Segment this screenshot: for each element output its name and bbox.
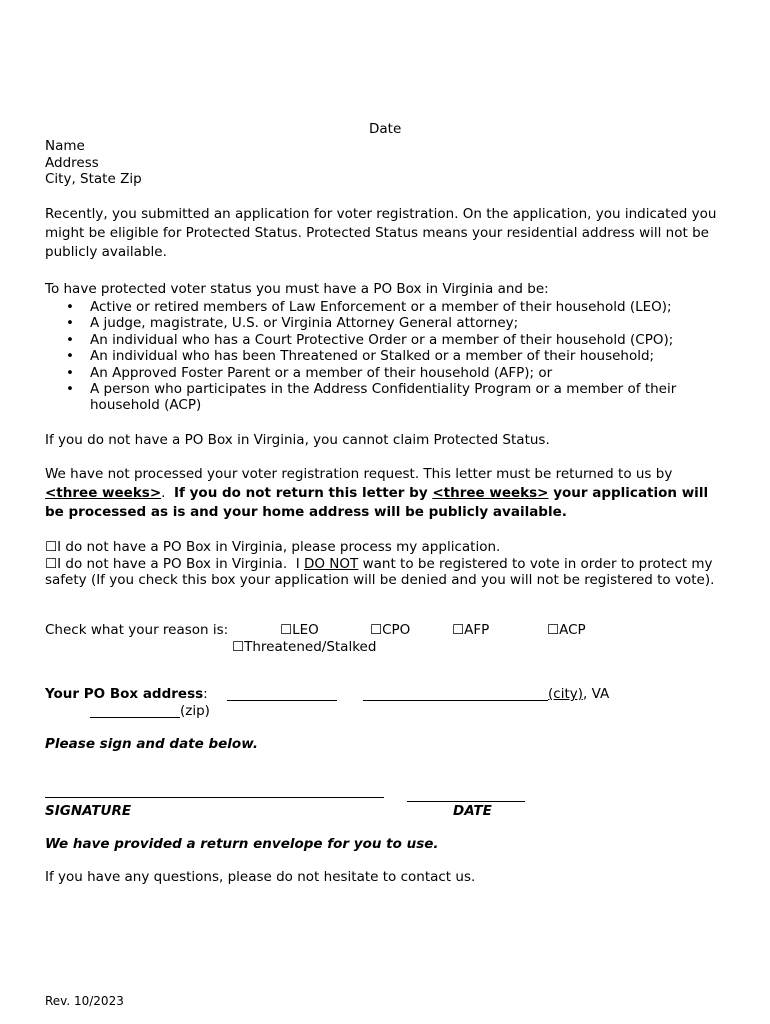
requirement-judge: • A judge, magistrate, U.S. or Virginia Attorney General attorney; xyxy=(90,315,740,331)
po-box-number-field[interactable] xyxy=(227,687,337,701)
checkbox-deny[interactable]: ☐ xyxy=(45,555,58,572)
checkbox-afp[interactable]: ☐AFP xyxy=(452,622,490,638)
requirements-list xyxy=(45,299,740,414)
zip-label: (zip) xyxy=(180,703,210,719)
letter-page xyxy=(45,0,725,1024)
requirement-threatened: • An individual who has been Threatened or Stalked or a member of their household; xyxy=(90,348,740,364)
envelope-note: We have provided a return envelope for you to use. xyxy=(45,836,439,852)
signature-field[interactable] xyxy=(45,797,384,798)
recipient-address: Address xyxy=(45,154,99,171)
po-box-colon: : xyxy=(203,686,208,702)
checkbox-leo[interactable]: ☐LEO xyxy=(280,622,319,638)
options-block xyxy=(45,539,725,589)
deadline-placeholder: <three weeks> xyxy=(45,485,162,501)
recipient-city-state-zip: City, State Zip xyxy=(45,171,142,187)
state-label: , VA xyxy=(583,686,610,702)
date-label: DATE xyxy=(453,803,492,819)
signature-label: SIGNATURE xyxy=(45,803,132,819)
do-not-emphasis: DO NOT xyxy=(303,555,359,572)
option-process-label: I do not have a PO Box in Virginia, please process my application. xyxy=(57,539,501,555)
notice-warning-end: your application will be processed as is and your home address will be publicly available. xyxy=(45,485,709,520)
date-field: Date xyxy=(369,121,402,137)
requirement-leo: • Active or retired members of Law Enforcement or a member of their household (LEO); xyxy=(90,299,740,315)
notice-text-sep: . xyxy=(161,485,175,501)
po-box-block xyxy=(45,686,725,720)
requirements-intro: To have protected voter status you must have a PO Box in Virginia and be: xyxy=(45,281,549,297)
checkbox-process[interactable]: ☐ xyxy=(45,539,58,555)
option-deny-label-end: want to be registered to vote in order to protect my safety (If you check this box your application will be denied and you will not be registered to vote). xyxy=(45,555,715,588)
date-signed-field[interactable] xyxy=(407,801,525,802)
recipient-name: Name xyxy=(45,138,85,154)
no-po-box-statement: If you do not have a PO Box in Virginia, you cannot claim Protected Status. xyxy=(45,432,550,448)
po-box-city-field[interactable] xyxy=(363,687,548,701)
return-notice xyxy=(45,465,725,522)
checkbox-cpo[interactable]: ☐CPO xyxy=(370,622,411,638)
option-deny-label: I do not have a PO Box in Virginia. I xyxy=(57,555,304,572)
revision-label: Rev. 10/2023 xyxy=(45,994,124,1008)
intro-paragraph: Recently, you submitted an application for voter registration. On the application, you indicated you might be eligible for Protected Status. Protected Status means your residential address will not be publicly available. xyxy=(45,206,717,260)
checkbox-acp[interactable]: ☐ACP xyxy=(547,622,586,638)
po-box-zip-field[interactable] xyxy=(90,704,180,718)
requirement-afp: • An Approved Foster Parent or a member of their household (AFP); or xyxy=(90,365,740,381)
notice-text: We have not processed your voter registration request. This letter must be returned to us by xyxy=(45,466,673,482)
notice-warning: If you do not return this letter by xyxy=(174,485,433,501)
po-box-label: Your PO Box address xyxy=(45,686,204,702)
reason-label: Check what your reason is: xyxy=(45,622,229,638)
reason-block xyxy=(45,622,725,656)
contact-note: If you have any questions, please do not hesitate to contact us. xyxy=(45,869,476,885)
option-deny-application xyxy=(45,556,725,589)
option-process-application xyxy=(45,539,725,556)
requirement-acp: • A person who participates in the Address Confidentiality Program or a member of their household (ACP) xyxy=(90,381,740,414)
city-label: (city) xyxy=(548,686,583,702)
deadline-placeholder-2: <three weeks> xyxy=(432,485,549,501)
checkbox-threatened[interactable]: ☐Threatened/Stalked xyxy=(232,639,377,655)
requirement-cpo: • An individual who has a Court Protective Order or a member of their household (CPO); xyxy=(90,332,740,348)
sign-prompt: Please sign and date below. xyxy=(45,736,258,752)
recipient-block xyxy=(45,138,142,188)
